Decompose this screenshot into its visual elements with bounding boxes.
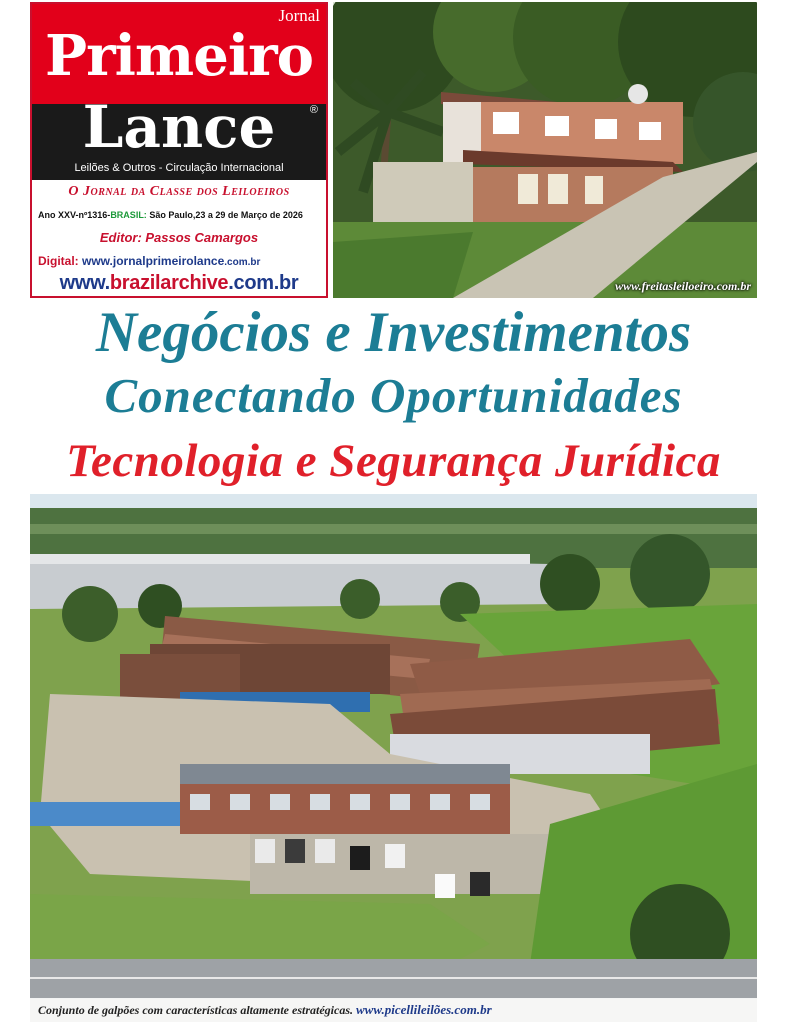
masthead-jornal-label: Jornal [278, 6, 320, 25]
digital-url-tld[interactable]: .com.br [224, 257, 261, 268]
digital-label: Digital: [38, 254, 82, 268]
digital-url[interactable]: www.jornalprimeirolance [82, 254, 225, 268]
edition-country: BRASIL: [110, 210, 147, 220]
photo-caption-url[interactable]: www.picellileilões.com.br [355, 1002, 492, 1017]
registered-mark: ® [309, 104, 318, 116]
warehouse-illustration [30, 494, 757, 1022]
house-illustration [333, 2, 757, 298]
house-photo-credit[interactable]: www.freitasleiloeiro.com.br [615, 279, 751, 293]
headline-primary: Negócios e Investimentos [95, 301, 692, 364]
site-www: www. [59, 272, 110, 294]
masthead-title-lance: Lance [82, 93, 276, 161]
house-photo [333, 2, 757, 298]
masthead-tagline: Leilões & Outros - Circulação Internacional [74, 162, 284, 174]
site-tld: .com.br [228, 272, 299, 294]
editor-credit: Editor: Passos Camargos [99, 230, 259, 245]
photo-caption-text: Conjunto de galpões com características altamente estratégicas. [38, 1003, 356, 1017]
headline-secondary: Conectando Oportunidades [104, 368, 683, 423]
photo-caption [38, 1002, 492, 1018]
digital-edition-link[interactable] [38, 254, 260, 268]
site-name: brazilarchive [109, 272, 229, 294]
masthead-title-primeiro: Primeiro [45, 23, 313, 89]
edition-date: São Paulo,23 a 29 de Março de 2026 [146, 210, 303, 220]
newspaper-masthead [30, 2, 328, 298]
masthead-subtitle: O Jornal da Classe dos Leiloeiros [68, 184, 290, 199]
headline-tertiary: Tecnologia e Segurança Jurídica [66, 435, 721, 487]
edition-number: Ano XXV-nº1316- [38, 210, 111, 220]
archive-site-link[interactable] [32, 272, 326, 295]
warehouse-aerial-photo [30, 494, 757, 1022]
edition-info [38, 210, 303, 220]
